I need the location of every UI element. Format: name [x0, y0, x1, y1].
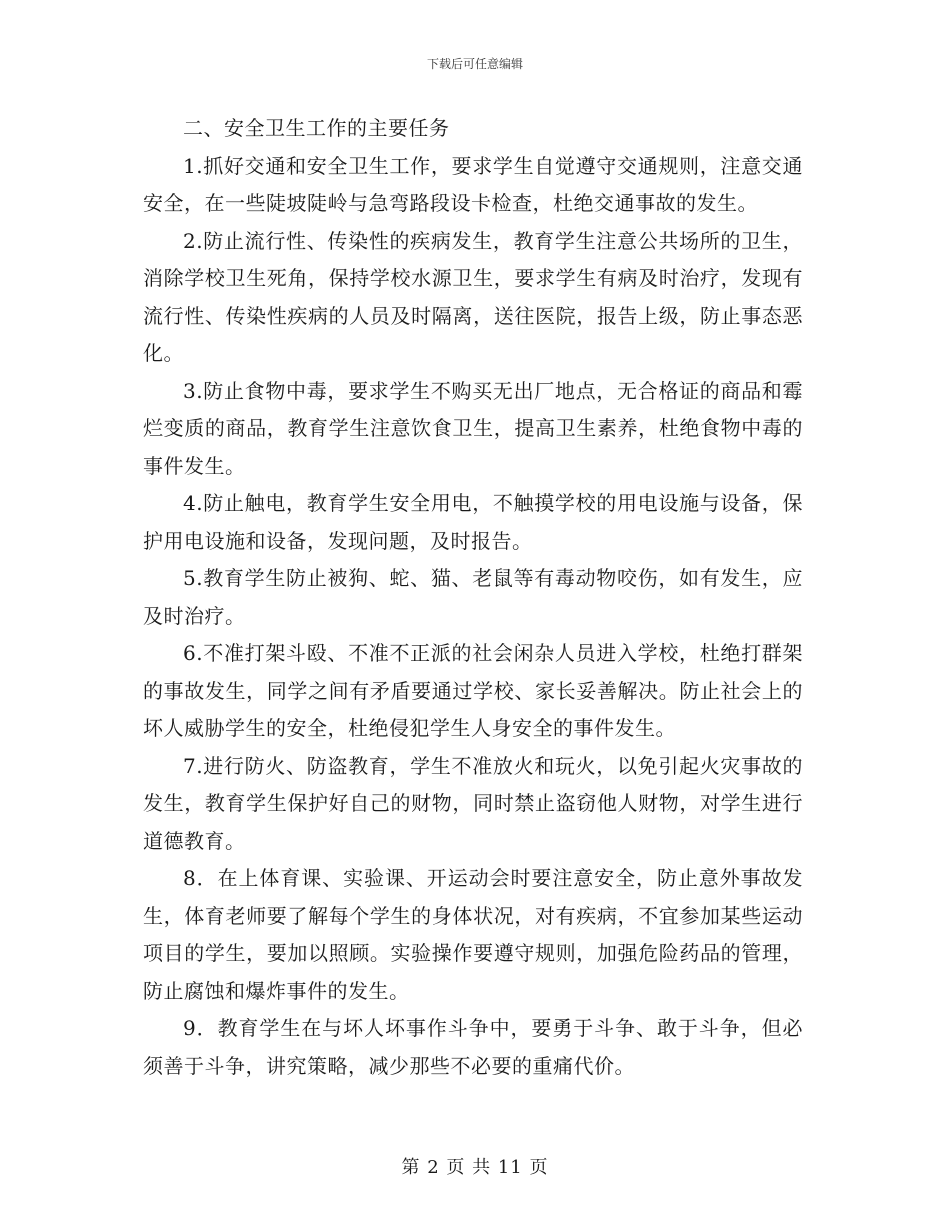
paragraph-6: 6.不准打架斗殴、不准不正派的社会闲杂人员进入学校，杜绝打群架的事故发生，同学之间有矛盾要通过学校、家长妥善解决。防止社会上的坏人威胁学生的安全，杜绝侵犯学生人身安全的事件发生。	[143, 641, 803, 740]
paragraph-4: 4.防止触电，教育学生安全用电，不触摸学校的用电设施与设备，保护用电设施和设备，发现问题，及时报告。	[143, 491, 803, 553]
page-number: 第 2 页 共 11 页	[401, 1157, 549, 1178]
paragraph-9: 9．教育学生在与坏人坏事作斗争中，要勇于斗争、敢于斗争，但必须善于斗争，讲究策略，减少那些不必要的重痛代价。	[143, 1016, 803, 1078]
paragraph-8: 8．在上体育课、实验课、开运动会时要注意安全，防止意外事故发生，体育老师要了解每个学生的身体状况，对有疾病，不宜参加某些运动项目的学生，要加以照顾。实验操作要遵守规则，加强危险药品的管理，防止腐蚀和爆炸事件的发生。	[143, 866, 803, 1003]
paragraph-3: 3.防止食物中毒，要求学生不购买无出厂地点，无合格证的商品和霉烂变质的商品，教育学生注意饮食卫生，提高卫生素养，杜绝食物中毒的事件发生。	[143, 378, 803, 478]
document-body	[143, 110, 803, 1085]
paragraph-7: 7.进行防火、防盗教育，学生不准放火和玩火，以免引起火灾事故的发生，教育学生保护好自己的财物，同时禁止盗窃他人财物，对学生进行道德教育。	[143, 753, 803, 853]
paragraph-5: 5.教育学生防止被狗、蛇、猫、老鼠等有毒动物咬伤，如有发生，应及时治疗。	[143, 566, 803, 628]
section-title: 二、安全卫生工作的主要任务	[183, 116, 450, 140]
paragraph-1: 1.抓好交通和安全卫生工作，要求学生自觉遵守交通规则，注意交通安全，在一些陡坡陡岭与急弯路段设卡检查，杜绝交通事故的发生。	[143, 153, 803, 215]
page-header-note: 下载后可任意编辑	[426, 57, 523, 71]
paragraph-2: 2.防止流行性、传染性的疾病发生，教育学生注意公共场所的卫生，消除学校卫生死角，保持学校水源卫生，要求学生有病及时治疗，发现有流行性、传染性疾病的人员及时隔离，送往医院，报告上级，防止事态恶化。	[143, 228, 803, 365]
